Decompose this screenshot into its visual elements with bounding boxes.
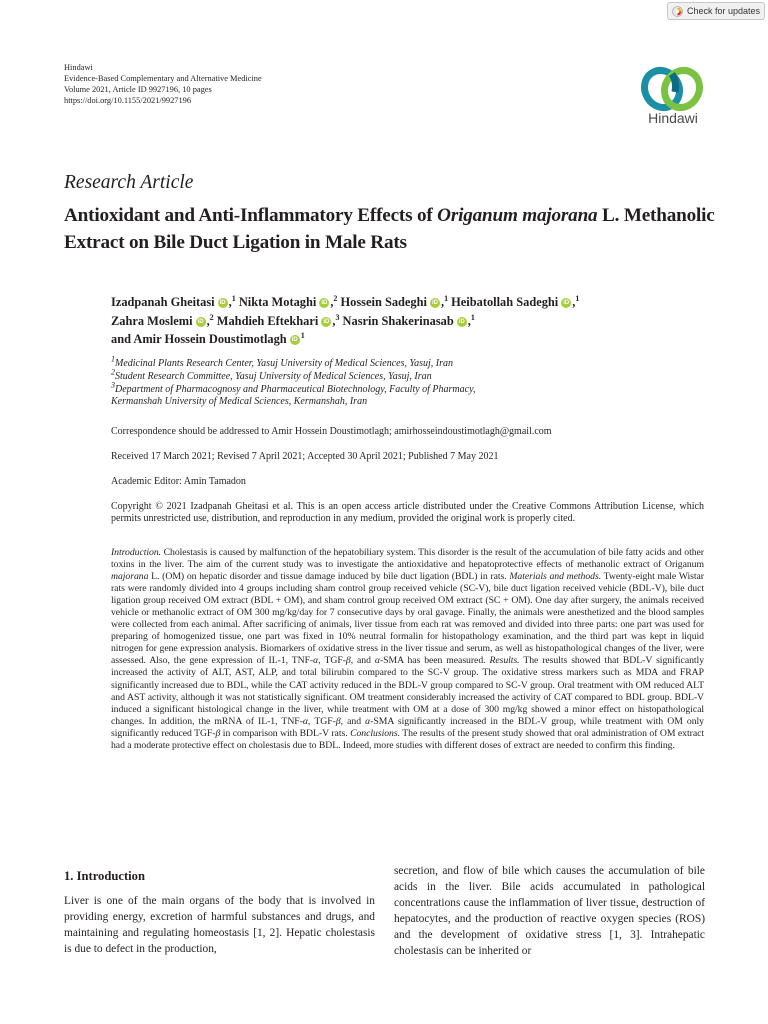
abstract-italic-run: Results.: [489, 655, 520, 667]
abstract-italic-run: α: [374, 655, 380, 667]
abstract-italic-run: β: [215, 727, 221, 739]
orcid-icon[interactable]: iD: [431, 300, 438, 307]
abstract: [111, 547, 704, 752]
abstract-italic-run: α: [302, 715, 308, 727]
author-list: [111, 293, 721, 349]
publisher-name: Hindawi: [64, 63, 93, 72]
title-part-1: Antioxidant and Anti-Inflammatory Effects of: [64, 205, 438, 226]
abstract-italic-run: Materials and methods.: [509, 571, 602, 583]
check-for-updates-button[interactable]: [667, 2, 765, 20]
article-title: [64, 202, 724, 256]
body-column-right: secretion, and flow of bile which causes the accumulation of bile acids in the liver. Bile acids accumulated in pathological concentrations cause the inflammation of liver tissue, destruction of hepatocytes, and the production of reactive oxygen species (ROS) and the development of oxidative stress [1, 3]. Intrahepatic cholestasis can be inherited or: [394, 865, 705, 957]
orcid-icon[interactable]: iD: [563, 300, 570, 307]
abstract-text-run: , TGF-: [318, 655, 346, 667]
hindawi-logo: [633, 56, 713, 136]
check-updates-label: Check for updates: [687, 6, 761, 16]
volume-line: Volume 2021, Article ID 9927196, 10 pages: [64, 85, 212, 94]
abstract-italic-run: Introduction.: [111, 547, 162, 558]
abstract-italic-run: Conclusions.: [350, 727, 400, 739]
abstract-text-run: L. (OM) on hepatic disorder and tissue damage induced by bile duct ligation (BDL) in rats.: [148, 571, 510, 583]
author-line-3: and Amir Hossein Doustimotlagh $iD^1$: [111, 330, 305, 346]
doi-link[interactable]: https://doi.org/10.1155/2021/9927196: [64, 96, 192, 105]
abstract-text-run: -SMA significantly increased in the BDL-V group, while treatment with OM only significantly reduced TGF-: [111, 715, 704, 739]
abstract-text-run: in comparison with BDL-V rats.: [220, 727, 351, 739]
affiliations: [111, 354, 711, 409]
affiliation: Kermanshah University of Medical Sciences, Kermanshah, Iran: [111, 396, 368, 408]
affiliation: $^1$Medicinal Plants Research Center, Yasuj University of Medical Sciences, Yasuj, Iran: [111, 354, 454, 369]
author[interactable]: Zahra Moslemi: [111, 313, 193, 328]
journal-name: Evidence-Based Complementary and Alternative Medicine: [64, 74, 262, 83]
abstract-italic-run: α: [313, 655, 319, 667]
affiliation: $^3$Department of Pharmacognosy and Pharmaceutical Biotechnology, Faculty of Pharmacy,: [111, 380, 476, 395]
author-line-1: Izadpanah Gheitasi iD ,$^1$ Nikta Motaghi iD ,$^2$ Hossein Sadeghi iD ,$^1$ Heibatollah Sadeghi iD ,$^1$: [111, 293, 580, 309]
abstract-italic-run: β: [345, 655, 351, 667]
orcid-icon[interactable]: iD: [458, 318, 465, 325]
check-updates-icon: [672, 6, 683, 17]
abstract-text-run: Cholestasis is caused by malfunction of the hepatobiliary system. This disorder is the result of the accumulation of bile fatty acids and other toxins in the liver. The aim of the current study was to investigate the antioxidative and hepatoprotective effects of methanolic extract of Origanum: [111, 547, 704, 571]
abstract-text-run: , and: [340, 715, 366, 727]
author-line-2: Zahra Moslemi iD ,$^2$ Mahdieh Eftekhari iD ,$^3$ Nasrin Shakerinasab iD ,$^1$: [111, 312, 475, 328]
abstract-text-run: -SMA has been measured.: [379, 655, 490, 667]
journal-meta: [64, 62, 364, 106]
abstract-text-run: The results of the present study showed that oral administration of OM extract had a moderate protective effect on cholestasis due to BDL. Indeed, more studies with different doses of extract are needed to confirm this finding.: [111, 727, 704, 751]
hindawi-logo-icon: [639, 64, 705, 114]
affiliation: $^2$Student Research Committee, Yasuj University of Medical Sciences, Yasuj, Iran: [111, 367, 432, 382]
publication-dates: Received 17 March 2021; Revised 7 April 2021; Accepted 30 April 2021; Published 7 May 2021: [111, 451, 499, 462]
author[interactable]: Hossein Sadeghi: [340, 295, 427, 309]
orcid-icon[interactable]: iD: [323, 318, 330, 325]
author[interactable]: Amir Hossein Doustimotlagh: [133, 332, 287, 346]
abstract-text-run: , and: [350, 655, 375, 667]
abstract-text-run: Twenty-eight male Wistar rats were randomly divided into 4 groups including sham control group received vehicle (SC-V), bile duct ligation received vehicle (BDL-V), bile duct ligation group received OM extract (BDL + OM), and sham control group received OM extract (SC + OM). One day after surgery, the animals received vehicle or methanolic extract of OM 300 mg/kg/day for 7 consecutive days by oral gavage. Finally, the animals were anesthetized and the blood samples were collected from each animal. After sacrificing of animals, liver tissue from each rat was removed and divided into three parts: one part was used for preparing of homogenized tissue, one part was fixed in 10% neutral formalin for histopathology examination, and the third part was kept in liquid nitrogen for gene expression analysis. Biomarkers of oxidative stress in the liver tissue and serum, as well as histopathological changes of the liver, were assessed. Also, the gene expression of IL-1, TNF-: [111, 571, 704, 667]
article-type: Research Article: [64, 172, 194, 193]
orcid-icon[interactable]: iD: [197, 318, 204, 325]
orcid-icon[interactable]: iD: [219, 300, 226, 307]
hindawi-wordmark: Hindawi: [648, 110, 698, 126]
abstract-italic-run: β: [335, 715, 341, 727]
abstract-text-run: The results showed that BDL-V significantly increased the activity of ALT, AST, ALP, and total bilirubin compared to the SC-V group. The oxidative stress markers such as MDA and FRAP significantly increased due to BDL, while the CAT activity reduced in the BDL-V group compared to SC-V group. Oral treatment with OM reduced ALT and AST activity, although it was not statistically significant. OM treatment considerably increased the activity of CAT compared to BDL group. BDL-V induced a significant histological change in the liver, while treatment with OM at a dose of 300 mg/kg showed a minor effect on histopathological changes. In addition, the mRNA of IL-1, TNF-: [111, 655, 705, 727]
title-part-2: L. Methanolic Extract on Bile Duct Ligation in Male Rats: [64, 205, 715, 253]
author[interactable]: Izadpanah Gheitasi: [111, 295, 215, 309]
abstract-italic-run: majorana: [111, 571, 149, 583]
abstract-text-run: , TGF-: [307, 715, 336, 727]
abstract-italic-run: α: [365, 715, 371, 727]
correspondence: Correspondence should be addressed to Amir Hossein Doustimotlagh; amirhosseindoustimotlagh@gmail.com: [111, 426, 552, 437]
title-species: Origanum majorana: [437, 205, 598, 226]
copyright-notice: Copyright © 2021 Izadpanah Gheitasi et al. This is an open access article distributed under the Creative Commons Attribution License, which permits unrestricted use, distribution, and reproduction in any medium, provided the original work is properly cited.: [111, 501, 704, 525]
orcid-icon[interactable]: iD: [291, 337, 298, 344]
author[interactable]: Heibatollah Sadeghi: [451, 295, 559, 309]
author[interactable]: Mahdieh Eftekhari: [216, 313, 319, 328]
academic-editor: Academic Editor: Amin Tamadon: [111, 476, 246, 487]
body-column-left: Liver is one of the main organs of the body that is involved in providing energy, excretion of harmful substances and drugs, and maintaining and regulating homeostasis [1, 2]. Hepatic cholestasis is due to defect in the production,: [64, 895, 375, 955]
and-word: and: [111, 332, 131, 346]
author[interactable]: Nasrin Shakerinasab: [342, 313, 454, 328]
author[interactable]: Nikta Motaghi: [238, 295, 317, 309]
section-heading: 1. Introduction: [64, 869, 145, 883]
orcid-icon[interactable]: iD: [321, 300, 328, 307]
